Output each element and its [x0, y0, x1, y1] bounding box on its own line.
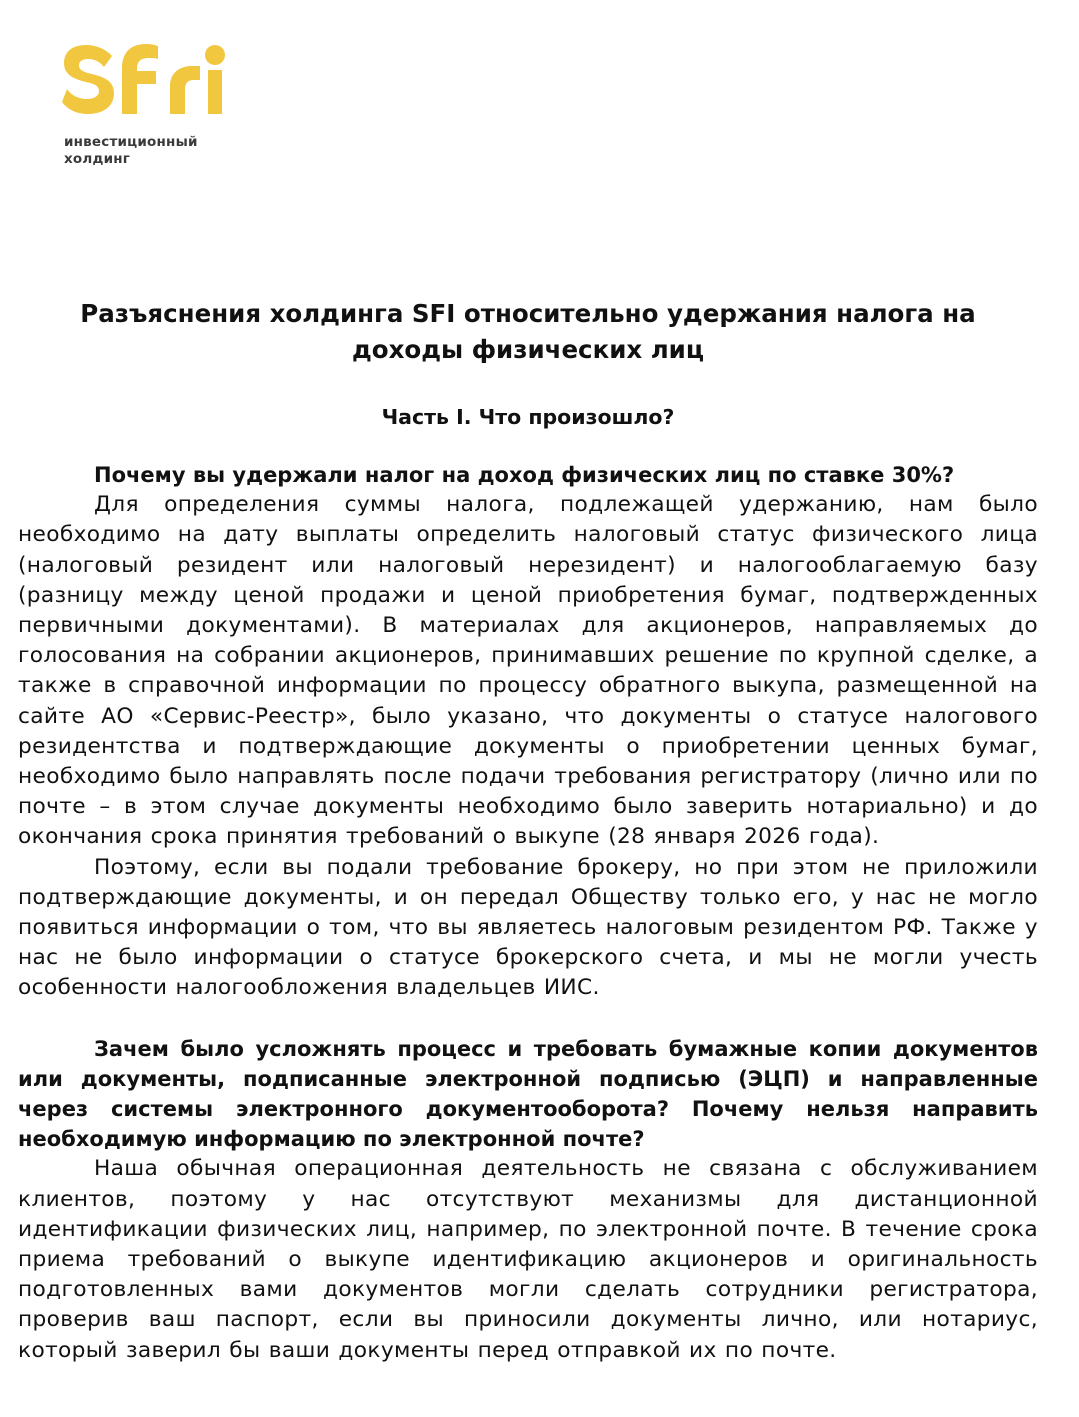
question-heading: Зачем было усложнять процесс и требовать бумажные копии документов или документы, подписанные электронной подписью (ЭЦП) и направленные через системы электронного документооборота? Почему нельзя направить необходимую информацию по электронной почте? — [18, 1036, 1038, 1152]
company-logo — [62, 40, 242, 170]
document-body — [18, 296, 1038, 1366]
answer-paragraph: Поэтому, если вы подали требование брокеру, но при этом не приложили подтверждающие документы, и он передал Обществу только его, у нас не могло появиться информации о том, что вы являетесь налоговым резидентом РФ. Также у нас не было информации о статусе брокерского счета, и мы не могли учесть особенности налогообложения владельцев ИИС. — [18, 854, 1038, 1001]
sfi-logo-mark — [62, 40, 232, 132]
answer-paragraph: Наша обычная операционная деятельность не связана с обслуживанием клиентов, поэтому у нас отсутствуют механизмы для дистанционной идентификации физических лиц, например, по электронной почте. В течение срока приема требований о выкупе идентификацию акционеров и оригинальность подготовленных вами документов могли сделать сотрудники регистратора, проверив ваш паспорт, если вы приносили документы лично, или нотариус, который заверил бы ваши документы перед отправкой их по почте. — [18, 1156, 1038, 1363]
logo-caption-line2: холдинг — [64, 151, 131, 167]
section-why-paper-documents — [18, 1034, 1038, 1366]
question-heading: Почему вы удержали налог на доход физических лиц по ставке 30%? — [94, 463, 955, 487]
logo-caption-line1: инвестиционный — [64, 134, 198, 150]
part-title: Часть I. Что произошло? — [381, 405, 675, 429]
logo-caption — [64, 134, 198, 168]
answer-paragraph: Для определения суммы налога, подлежащей удержанию, нам было необходимо на дату выплаты определить налоговый статус физического лица (налоговый резидент или налоговый нерезидент) и налогооблагаемую базу (разницу между ценой продажи и ценой приобретения бумаг, подтвержденных первичными документами). В материалах для акционеров, направляемых до голосования на собрании акционеров, принимавших решение по крупной сделке, а также в справочной информации по процессу обратного выкупа, размещенной на сайте АО «Сервис-Реестр», было указано, что документы о статусе налогового резидентства и подтверждающие документы о приобретении ценных бумаг, необходимо было направлять после подачи требования регистратору (лично или по почте – в этом случае документы необходимо было заверить нотариально) и до окончания срока принятия требований о выкупе (28 января 2026 года). — [18, 492, 1038, 850]
document-title: Разъяснения холдинга SFI относительно удержания налога на доходы физических лиц — [80, 299, 976, 364]
section-why-30-percent — [18, 460, 1038, 1004]
